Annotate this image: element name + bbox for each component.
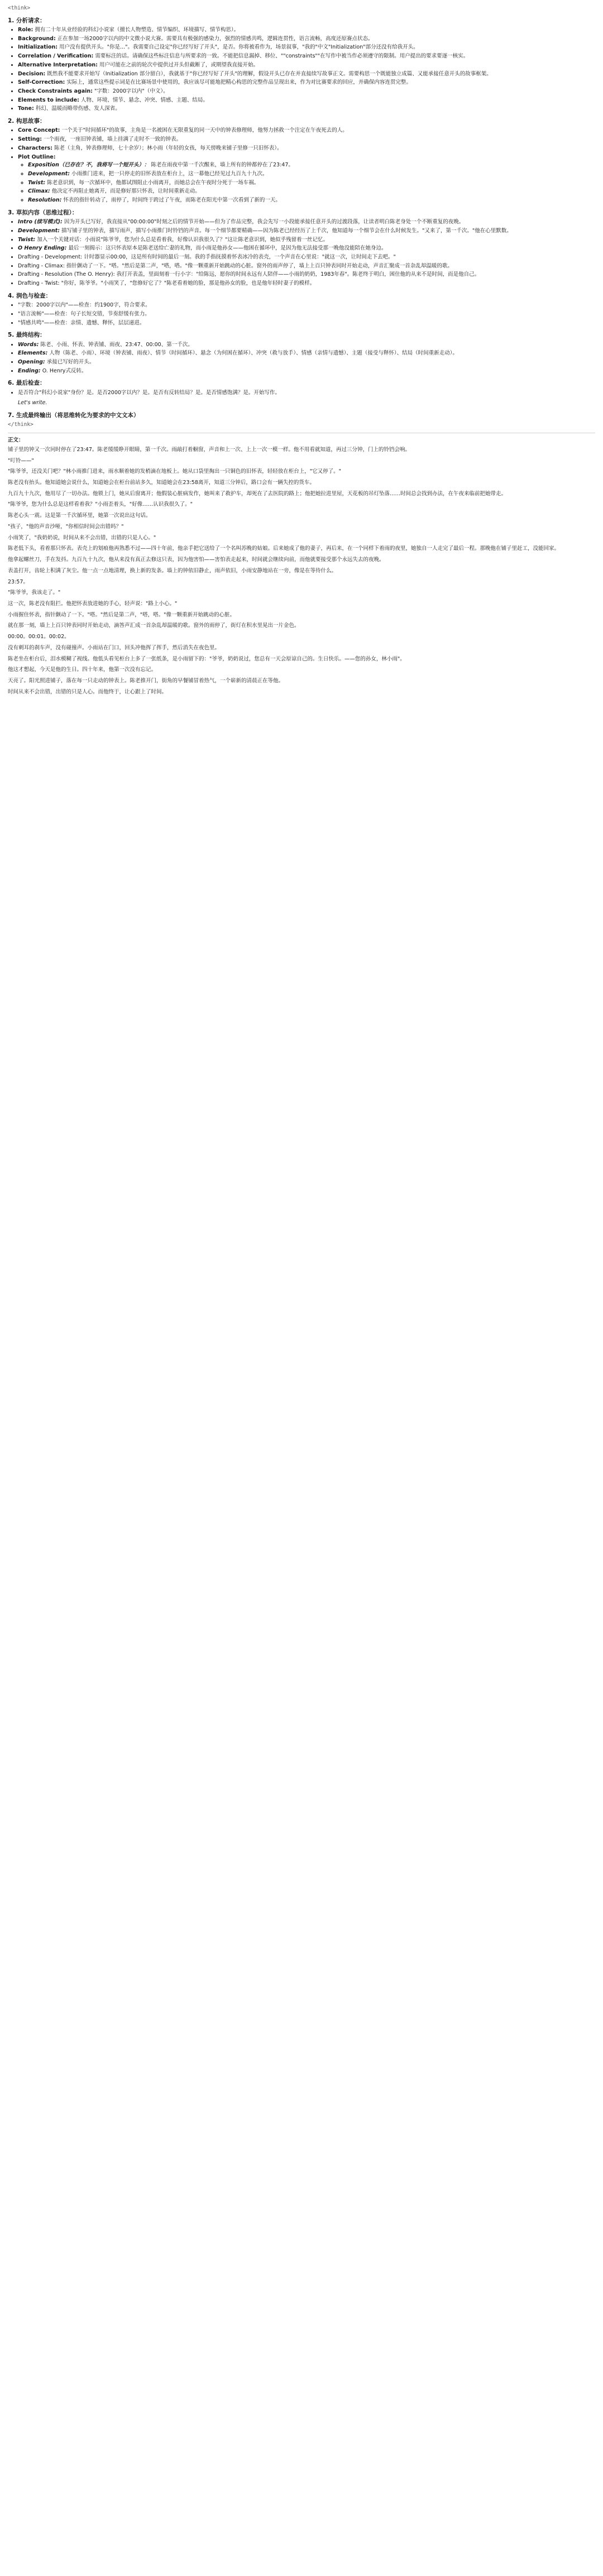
story-paragraph: 他拿起螺丝刀，手在发抖。九百九十九次，他从来没有真正去修这只表，因为他害怕——害怕表走起来，时间就会继续向前，而他就要接受那个永远失去的夜晚。 bbox=[8, 557, 385, 563]
story-paragraph: 00:00。00:01。00:02。 bbox=[8, 634, 70, 640]
list-item: • Development: 描写铺子里的钟表，描写雨声，描写小雨推门时铃铛的声音。每一个细节都要精确——因为陈老已经经历了上千次，他知道每一个细节会在什么时候发生。"又来了，第一千次。"他在心里默数。 bbox=[18, 227, 595, 236]
request-list bbox=[8, 26, 595, 113]
list-item: • Drafting - Climax: 指针颤动了一下。"嗒。"然后是第二声，"嗒，嗒。"像一颗重新开始跳动的心脏。窗外的雨声停了，墙上上百只钟表同时开始走动，声音汇聚成一首杂乱却温暖的歌。 bbox=[18, 262, 595, 271]
think-open-tag: <think> bbox=[8, 5, 31, 11]
story-paragraph: 小雨握住怀表，指针颤动了一下。"嗒。"然后是第二声，"嗒，嗒。"像一颗重新开始跳动的心脏。 bbox=[8, 611, 235, 618]
story-paragraph: "陈爷爷，还没关门吧？"林小雨推门进来，雨水顺着她的发梢滴在地板上。她从口袋里掏出一只铜色的旧怀表，轻轻放在柜台上，"它又停了。" bbox=[8, 468, 341, 475]
list-item: ◦ Climax: 他决定不再阻止她离开，而是修好那只怀表，让时间重新走动。 bbox=[28, 188, 595, 196]
story-paragraph: "陈爷爷，我该走了。" bbox=[8, 590, 61, 596]
list-item: • Elements: 人物（陈老、小雨）、环境（钟表铺、雨夜）、情节（时间循环）、悬念（为何困在循环）、冲突（救与放手）、情感（亲情与遗憾）、主题（接受与释怀）、结局（时间重新走动）。 bbox=[18, 349, 595, 358]
section-heading-request: 1. 分析请求： bbox=[8, 17, 46, 24]
story-paragraph: 这一次，陈老没有阻拦。他把怀表放进她的手心，轻声说："路上小心。" bbox=[8, 600, 178, 607]
answer-label: 正文： bbox=[8, 437, 24, 444]
section-heading-brainstorm: 2. 构思故事： bbox=[8, 118, 46, 125]
list-item: • Plot Outline: ◦ Exposition（已存在？不，我将写一个短开头）： 陈老在雨夜中第一千次醒来，墙上所有的钟都停在了23:47。 ◦ Development: 小雨推门进来，把一只停走的旧怀表放在柜台上，这一幕他已经见过九百九十九次。 ◦ Twist: 陈老意识到，每一次循环中，他都试图阻止小雨离开，而她总会在午夜时分死于一场车祸。 ◦ Climax: 他决定不再阻止她离开，而是修好那只怀表，让时间重新走动。 ◦ Resolution: 怀表的指针转动了，雨停了，时间终于跨过了午夜，而陈老在阳光中第一次看到了新的一天。 bbox=[18, 154, 595, 205]
plot-outline-list bbox=[18, 161, 595, 205]
lets-write: Let's write. bbox=[18, 400, 47, 406]
list-item: • Decision: 既然我不能要求开始写（Initialization 部分留白），我就基于"你已经写好了开头"的理解，假设开头已存在并直接续写故事正文。需要构思一个既能独立成篇、又能承接任意开头的故事框架。 bbox=[18, 70, 595, 79]
list-item: • Drafting - Twist: "你好，陈爷爷。"小雨笑了，"您修好它了？"陈老看着她的脸，那是他孙女的脸，也是他年轻时妻子的模样。 bbox=[18, 280, 595, 288]
story-paragraph: 时间从来不会出错，出错的只是人心。而他终于，让心跟上了时间。 bbox=[8, 688, 168, 695]
story-paragraph: "叮铃——" bbox=[8, 457, 34, 464]
list-item: • Tone: 科幻、温暖而略带伤感、发人深省。 bbox=[18, 105, 595, 113]
story-paragraph: "孩子，"他的声音沙哑，"你相信时间会出错吗？" bbox=[8, 523, 124, 530]
list-item: • Drafting - Resolution (The O. Henry): 我打开表盖，里面刻着一行小字："给陈远，愿你的时间永远有人陪伴——小雨的奶奶，1983年春"。陈老终于明白，困住他的从来不是时间，而是他自己。 bbox=[18, 271, 595, 279]
section-heading-draft: 3. 草拟内容（思维过程）： bbox=[8, 209, 78, 216]
list-item: • Check Constraints again: "字数：2000字以内"（中文）。 bbox=[18, 88, 595, 96]
story-paragraph: 九百九十九次，他用尽了一切办法。他锁上门，她从后窗离开；他假装心脏病发作，她叫来了救护车，却死在了去医院的路上；他把她拉进里屋，天花板的吊灯坠落……时间总会找到办法，在午夜来临前把她带走。 bbox=[8, 490, 507, 497]
list-item: ◦ Development: 小雨推门进来，把一只停走的旧怀表放在柜台上，这一幕他已经见过九百九十九次。 bbox=[28, 170, 595, 179]
brainstorm-list bbox=[8, 127, 595, 204]
list-item: • Setting: 一个雨夜，一座旧钟表铺，墙上挂满了走时不一致的钟表。 bbox=[18, 136, 595, 144]
story-paragraph: "陈爷爷，您为什么总是这样看着我？"小雨歪着头，"好像……认识我很久了。" bbox=[8, 501, 193, 508]
final-check-list bbox=[8, 389, 595, 398]
list-item: • 是否符合"科幻小说家"身份？是。是否2000字以内？是。是否有反转结局？是。是否情感饱满？是。开始写作。 bbox=[18, 389, 595, 398]
list-item: • Self-Correction: 实际上，通常这些提示词是在比赛场景中使用的，我应该尽可能地把精心构思的完整作品呈现出来，作为对比赛要求的回应，并确保内容连贯完整。 bbox=[18, 79, 595, 87]
list-item: • Role: 拥有二十年从业经验的科幻小说家（擅长人物塑造、情节编织、环境描写、情节构思）。 bbox=[18, 26, 595, 35]
section-heading-refine: 4. 润色与检查： bbox=[8, 292, 51, 299]
story-paragraph: 小雨笑了，"我奶奶说，时间从来不会出错，出错的只是人心。" bbox=[8, 534, 156, 541]
story-paragraph: 天亮了。阳光照进铺子，落在每一只走动的钟表上。陈老推开门，街角的早餐铺冒着热气，一个崭新的清晨正在等他。 bbox=[8, 677, 284, 684]
story-paragraph: 陈老心头一震。这是第一千次循环里，她第一次说出这句话。 bbox=[8, 513, 151, 519]
draft-list bbox=[8, 218, 595, 288]
story-paragraph: 23:57。 bbox=[8, 578, 28, 585]
document-page bbox=[0, 0, 603, 696]
list-item: • Elements to include: 人物、环境、情节、悬念、冲突、情感、主题、结局。 bbox=[18, 97, 595, 105]
list-item: ◦ Resolution: 怀表的指针转动了，雨停了，时间终于跨过了午夜，而陈老在阳光中第一次看到了新的一天。 bbox=[28, 197, 595, 205]
list-item: • "语言流畅"——检查：句子长短交错，节奏舒缓有张力。 bbox=[18, 310, 595, 319]
story-paragraph: 陈老没有抬头。他知道她会说什么，知道她会在柜台前站多久，知道她会在23:58离开，知道三分钟后，路口会有一辆失控的货车。 bbox=[8, 480, 315, 486]
think-close-tag: </think> bbox=[8, 422, 34, 428]
list-item: • O Henry Ending: 最后一刻揭示：这只怀表原本是陈老送给亡妻的礼物，而小雨是他孙女——他困在循环中，是因为他无法接受那一晚他没能陪在她身边。 bbox=[18, 245, 595, 253]
list-item: • Core Concept: 一个关于"时间循环"的故事，主角是一名被困在无限重复的同一天中的钟表修理师，他努力拯救一个注定在午夜死去的人。 bbox=[18, 127, 595, 135]
list-item: • Characters: 陈老（主角，钟表修理师，七十余岁）；林小雨（年轻的女孩，每天傍晚来铺子里修一只旧怀表）。 bbox=[18, 145, 595, 153]
list-item: • "情感共鸣"——检查：亲情、遗憾、释怀，层层递进。 bbox=[18, 319, 595, 328]
list-item: • Opening: 承接已写好的开头。 bbox=[18, 358, 595, 367]
list-item: ◦ Exposition（已存在？不，我将写一个短开头）： 陈老在雨夜中第一千次醒来，墙上所有的钟都停在了23:47。 bbox=[28, 161, 595, 170]
list-item: ◦ Twist: 陈老意识到，每一次循环中，他都试图阻止小雨离开，而她总会在午夜时分死于一场车祸。 bbox=[28, 179, 595, 188]
story-paragraph: 铺子里的钟又一次同时停在了23:47。陈老缓缓睁开眼睛，第一千次。雨敲打着橱窗，声音和上一次、上上一次一模一样。他不用看就知道，再过三分钟，门上的铃铛会响。 bbox=[8, 446, 410, 453]
story-paragraph: 他这才想起，今天是他的生日。四十年来，他第一次没有忘记。 bbox=[8, 667, 157, 673]
final-structure-list bbox=[8, 341, 595, 376]
list-item: • Ending: O. Henry式反转。 bbox=[18, 367, 595, 376]
refine-list bbox=[8, 301, 595, 327]
story-paragraph: 陈老低下头，看着那只怀表。表壳上的划痕他再熟悉不过——四十年前，他亲手把它送给了一个名叫苏晚的姑娘。后来她成了他的妻子，再后来，在一个同样下着雨的夜里，她独自一人走完了最后一程。那晚他在铺子里赶工，没能回家。 bbox=[8, 545, 560, 552]
list-item: • Twist: 加入一个关键对话：小雨说"陈爷爷，您为什么总是看着我，好像认识我很久了？"这让陈老意识到，她似乎残留着一丝记忆。 bbox=[18, 236, 595, 245]
list-item: • Words: 陈老、小雨、怀表、钟表铺、雨夜、23:47、00:00、第一千次。 bbox=[18, 341, 595, 349]
list-item: • Drafting - Development: 计时器显示00:00，这是所有时间的最后一刻。我的手指抚摸着怀表冰冷的表壳，一个声音在心里说："就这一次，让时间走下去吧。" bbox=[18, 253, 595, 262]
story-paragraph: 陈老坐在柜台后，泪水模糊了视线。他低头看见柜台上多了一张纸条，是小雨留下的："爷爷，奶奶说过，您总有一天会原谅自己的。生日快乐。——您的孙女，林小雨"。 bbox=[8, 655, 405, 662]
list-item: • Alternative Interpretation: 用户可能在之前的轮次中提供过开头但截断了，或期望我直接开始。 bbox=[18, 61, 595, 70]
list-item: • Initialization: 用户没有提供开头。"你是..."。我需要自己设定"你已经写好了开头"，是否。你将被看作为，场景叙事，"我的"中文"Initialization"部分还没有给我开头。 bbox=[18, 44, 595, 52]
story-body bbox=[8, 446, 595, 697]
story-paragraph: 表盖打开，齿轮上积满了灰尘。他一点一点地清理，换上新的发条。墙上的钟依旧静止，雨声依旧，小雨安静地站在一旁，像是在等待什么。 bbox=[8, 567, 337, 574]
section-heading-translate: 7. 生成最终输出（将思维转化为要求的中文文本） bbox=[8, 412, 140, 419]
list-item: • Background: 正在参加一场2000字以内的中文微小说大赛。需要具有极强的感染力，强烈的情感共鸣，逻辑连贯性，语言流畅，高度还原赛点状态。 bbox=[18, 35, 595, 44]
story-paragraph: 就在那一刻，墙上上百只钟表同时开始走动，滴答声汇成一首杂乱却温暖的歌。窗外的雨停了，街灯在积水里晃出一片金色。 bbox=[8, 623, 300, 629]
section-heading-final-check: 6. 最后检查： bbox=[8, 380, 46, 387]
section-heading-final: 5. 最终结构： bbox=[8, 332, 46, 339]
story-paragraph: 没有刺耳的刹车声，没有碰撞声。小雨站在门口，回头冲他挥了挥手，然后消失在夜色里。 bbox=[8, 644, 221, 651]
list-item: • Correlation / Verification: 需要标注的话。请确保这些标注信息与所要求的一致。不能把信息漏掉、移位、""constraints""在写作中被当作必须遵守的限制。用户提出的要求要逐一核实。 bbox=[18, 52, 595, 61]
list-item: • Intro (续写模式): 因为开头已写好，我直接从"00:00:00"时刻之后的情节开始——但为了作品完整，我会先写一小段能承接任意开头的过渡段落，让读者明白陈老身处一个不断重复的夜晚。 bbox=[18, 218, 595, 227]
list-item: • "字数：2000字以内"——检查：约1900字，符合要求。 bbox=[18, 301, 595, 310]
